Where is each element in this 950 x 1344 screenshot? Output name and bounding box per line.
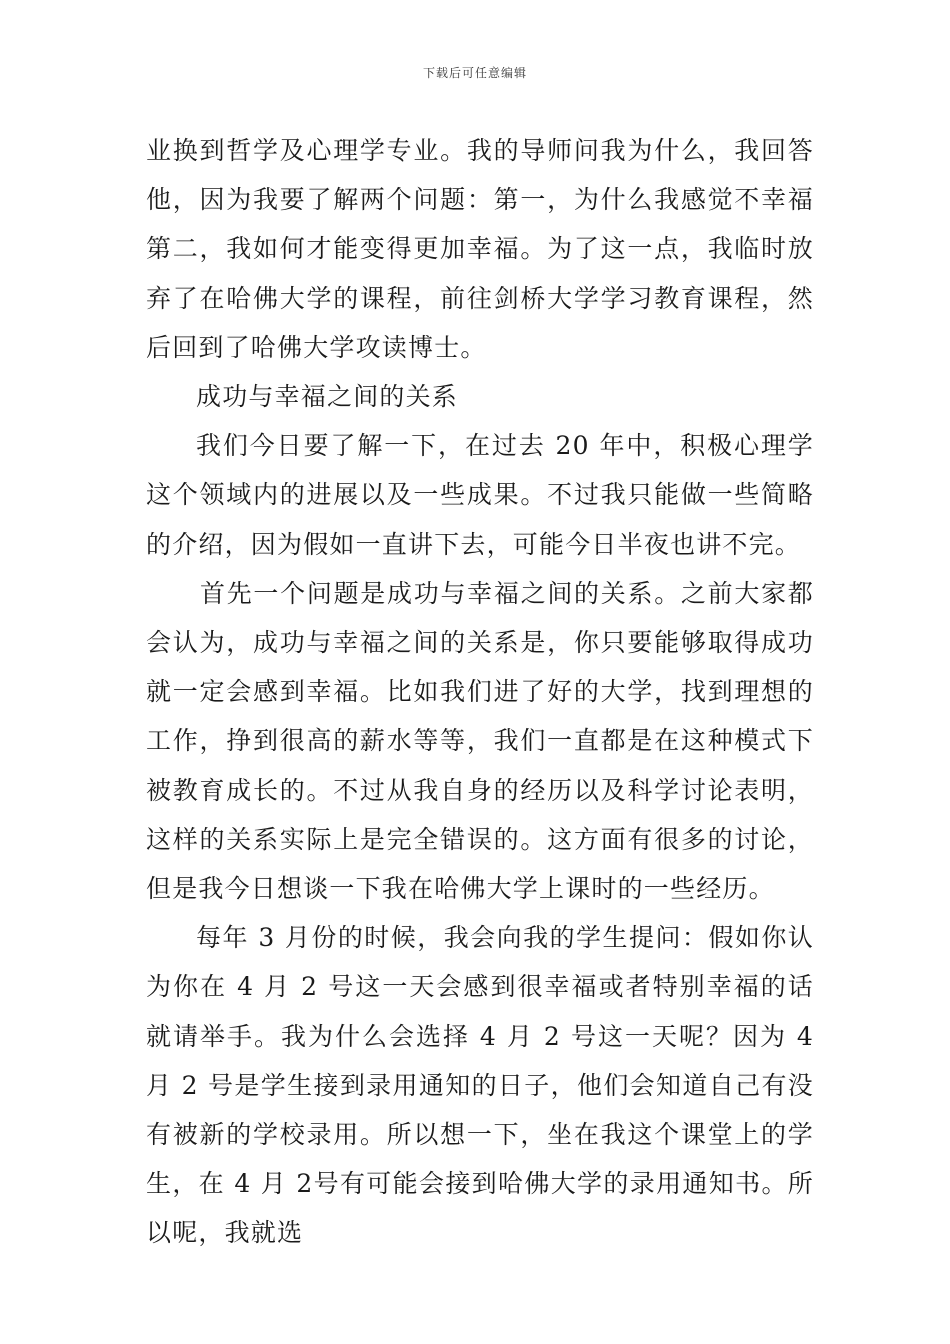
paragraph: 首先一个问题是成功与幸福之间的关系。之前大家都会认为，成功与幸福之间的关系是，你只要能够取得成功就一定会感到幸福。比如我们进了好的大学，找到理想的工作，挣到很高的薪水等等，我们一直都是在这种模式下被教育成长的。不过从我自身的经历以及科学讨论表明，这样的关系实际上是完全错误的。这方面有很多的讨论，但是我今日想谈一下我在哈佛大学上课时的一些经历。 [146, 578, 814, 904]
paragraph: 我们今日要了解一下，在过去 20 年中，积极心理学这个领域内的进展以及一些成果。不过我只能做一些简略的介绍，因为假如一直讲下去，可能今日半夜也讲不完。 [146, 431, 814, 559]
section-heading: 成功与幸福之间的关系 [196, 382, 459, 412]
document-body [146, 126, 814, 1258]
paragraph-continuation: 业换到哲学及心理学专业。我的导师问我为什么，我回答他，因为我要了解两个问题：第一，为什么我感觉不幸福第二，我如何才能变得更加幸福。为了这一点，我临时放弃了在哈佛大学的课程，前往剑桥大学学习教育课程，然后回到了哈佛大学攻读博士。 [146, 136, 814, 362]
page-header: 下载后可任意编辑 [422, 66, 527, 80]
paragraph: 每年 3 月份的时候，我会向我的学生提问：假如你认为你在 4 月 2 号这一天会感到很幸福或者特别幸福的话就请举手。我为什么会选择 4 月 2 号这一天呢？因为 4 月 2 号是学生接到录用通知的日子，他们会知道自己有没有被新的学校录用。所以想一下，坐在我这个课堂上的学生，在 4 月 2号有可能会接到哈佛大学的录用通知书。所以呢，我就选 [146, 923, 814, 1248]
